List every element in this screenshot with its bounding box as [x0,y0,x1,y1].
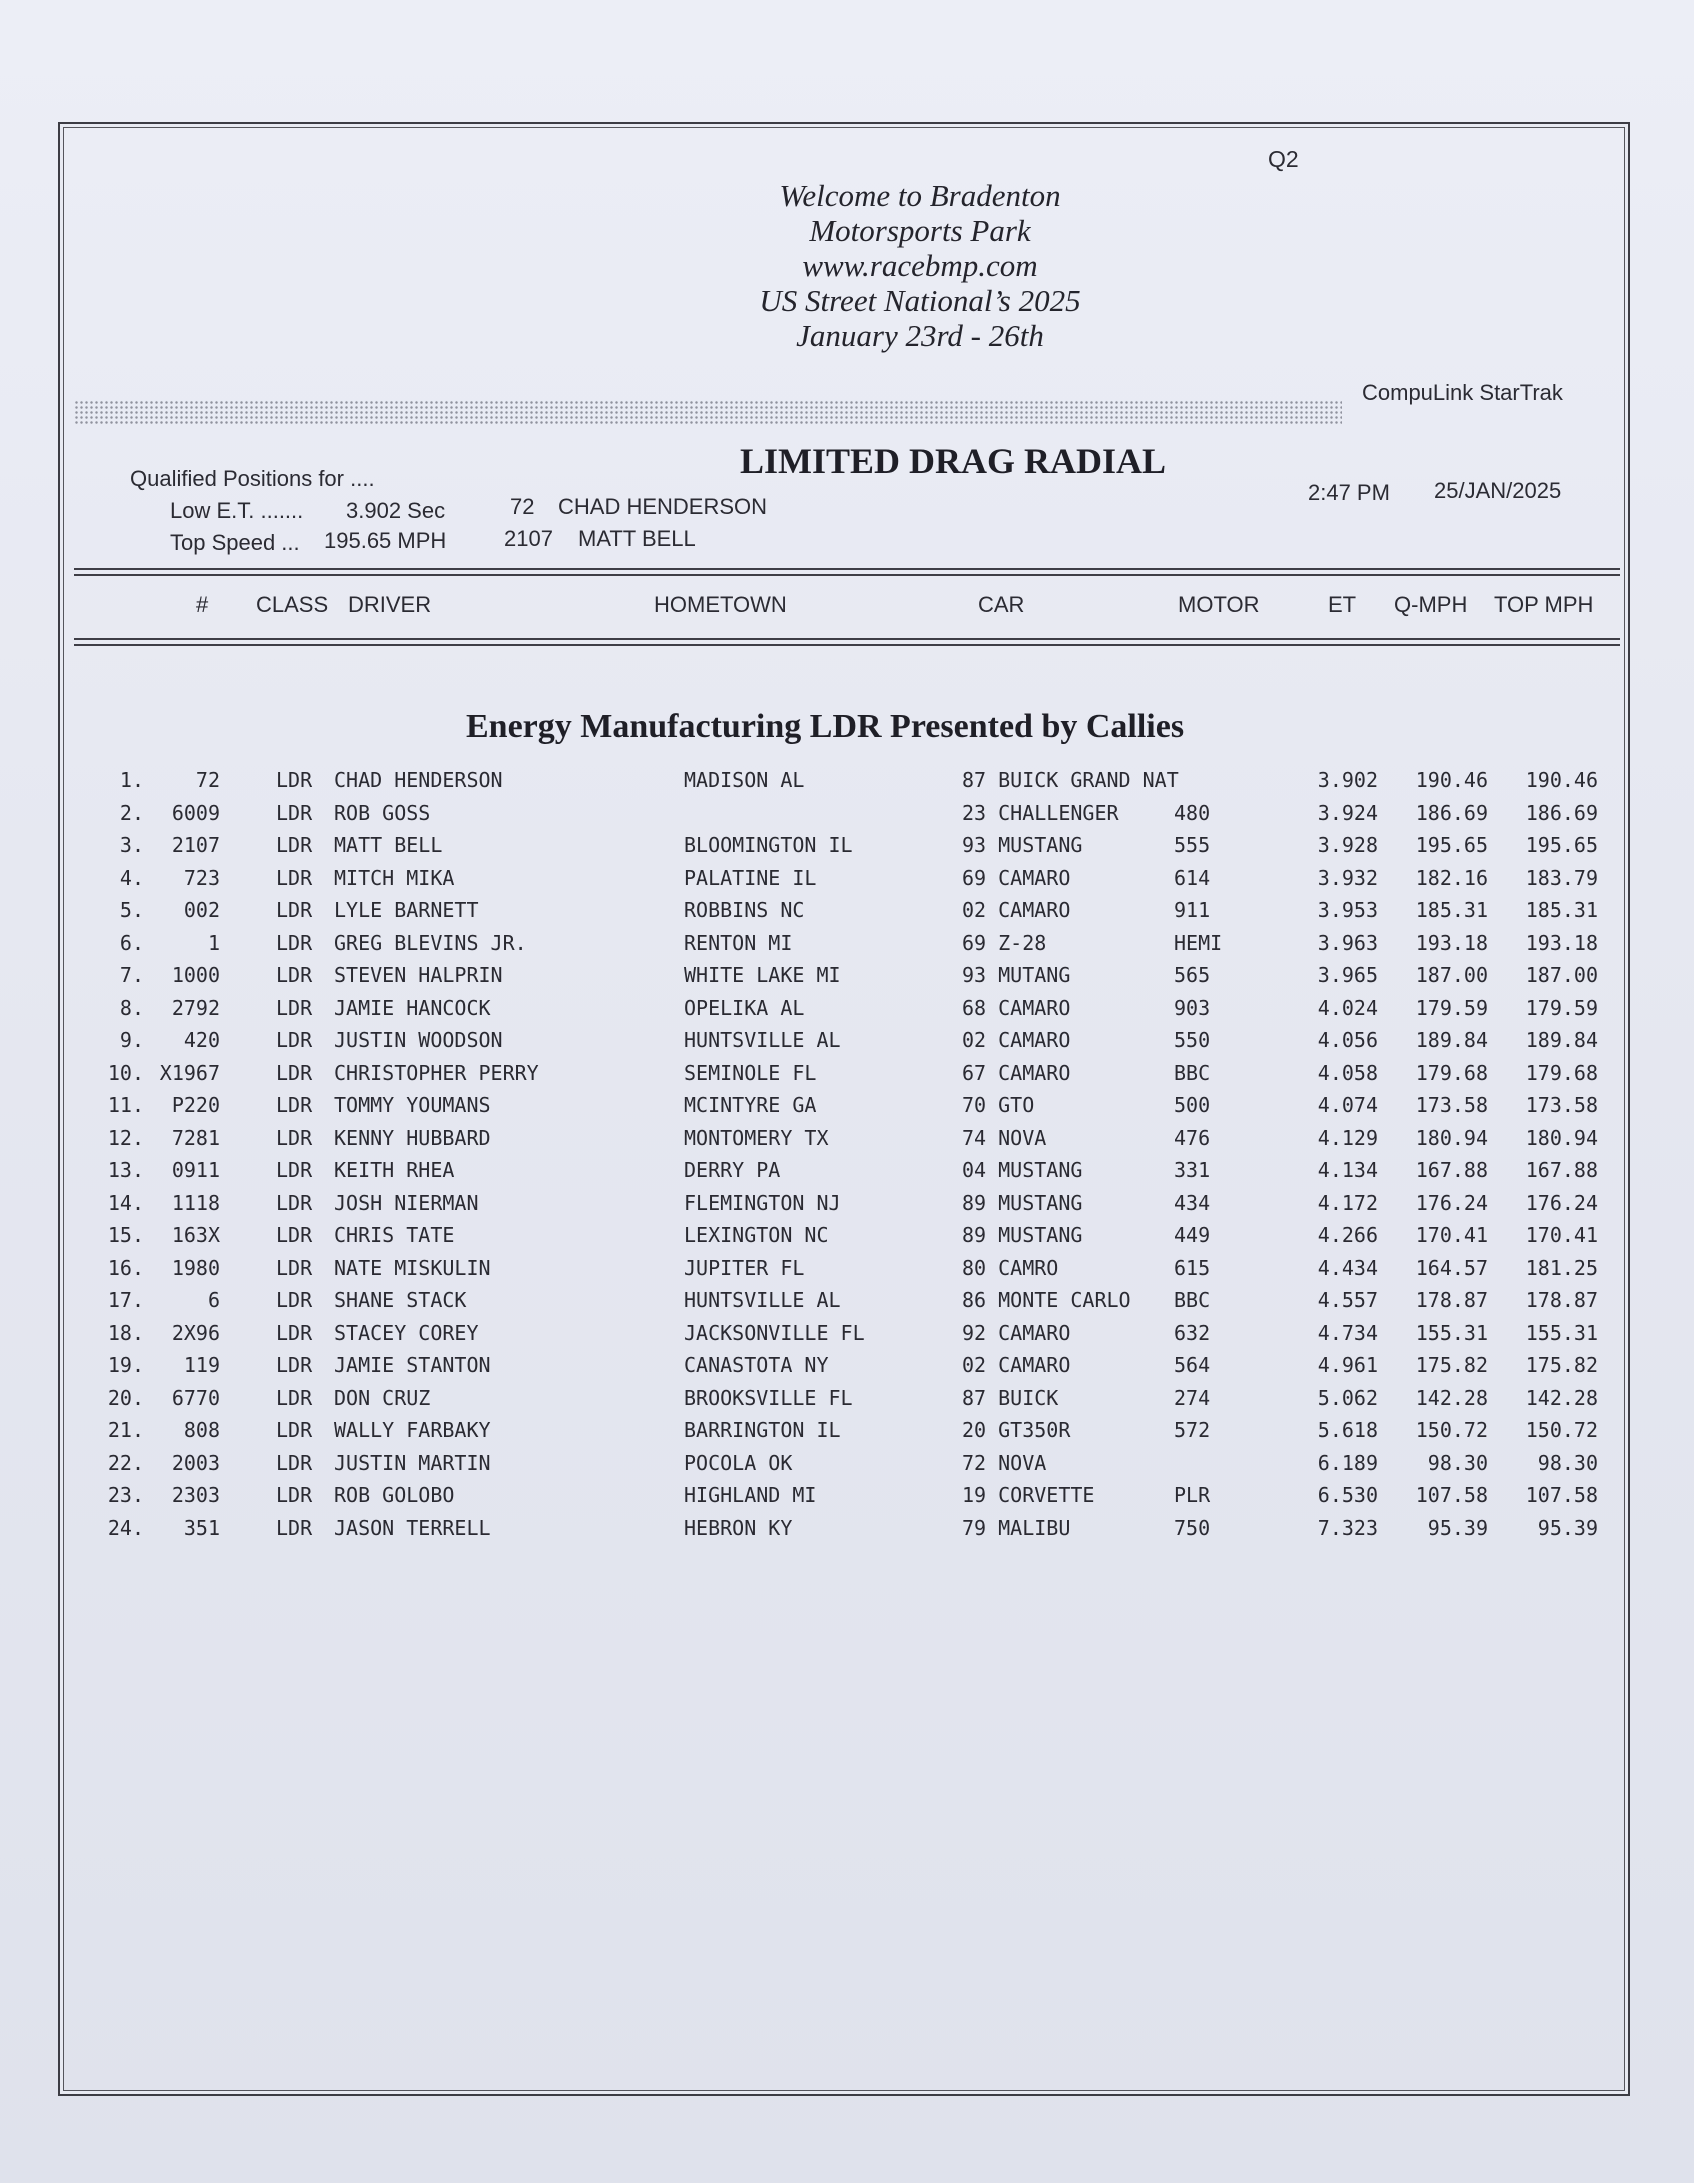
table-row [0,1061,1694,1094]
col-header-motor: MOTOR [1178,592,1260,617]
cell-motor: 500 [1174,1093,1211,1117]
table-row [0,963,1694,996]
cell-et: 3.928 [1317,833,1378,857]
cell-et: 4.058 [1317,1060,1378,1085]
cell-position: 4. [119,865,144,890]
cell-top-mph: 189.84 [1525,1028,1598,1052]
cell-position: 18. [107,1320,144,1345]
cell-class: LDR [276,963,313,987]
cell-hometown: MONTOMERY TX [684,1125,829,1150]
table-row [0,898,1694,931]
cell-class: LDR [276,1515,313,1540]
low-et-driver: CHAD HENDERSON [558,494,768,519]
cell-hometown: JUPITER FL [684,1255,805,1280]
cell-motor: 274 [1174,1385,1211,1410]
cell-car: 69 Z-28 [962,930,1047,955]
cell-position: 13. [107,1158,144,1182]
cell-car: 02 CAMARO [962,1028,1071,1052]
cell-class: LDR [276,1093,313,1117]
table-row [0,1451,1694,1484]
table-row [0,1483,1694,1516]
cell-car-number: 0911 [171,1158,220,1182]
welcome-line: January 23rd - 26th [796,318,1044,353]
cell-class: LDR [276,1028,313,1052]
cell-class: LDR [276,1320,313,1345]
cell-q-mph: 167.88 [1415,1158,1488,1182]
cell-top-mph: 107.58 [1525,1483,1598,1507]
cell-et: 4.024 [1317,995,1378,1020]
table-row [0,1093,1694,1126]
cell-hometown: SEMINOLE FL [684,1060,817,1085]
cell-car-number: 72 [195,768,220,792]
cell-q-mph: 189.84 [1415,1028,1488,1052]
cell-q-mph: 98.30 [1427,1450,1488,1475]
cell-q-mph: 107.58 [1415,1483,1488,1507]
cell-hometown: BROOKSVILLE FL [684,1385,853,1410]
cell-position: 12. [107,1125,144,1150]
table-row [0,768,1694,801]
cell-q-mph: 95.39 [1427,1515,1488,1540]
cell-class: LDR [276,1385,313,1410]
cell-driver: WALLY FARBAKY [334,1418,491,1442]
cell-car-number: 2107 [171,833,220,857]
cell-motor: 480 [1174,800,1211,825]
cell-position: 17. [107,1288,144,1312]
cell-car: 89 MUSTANG [962,1223,1083,1247]
cell-car: 67 CAMARO [962,1060,1071,1085]
cell-driver: NATE MISKULIN [334,1255,491,1280]
cell-top-mph: 195.65 [1525,833,1598,857]
col-header-et: ET [1328,592,1357,617]
cell-class: LDR [276,1125,313,1150]
cell-class: LDR [276,1223,313,1247]
cell-motor: 434 [1174,1190,1211,1215]
cell-top-mph: 142.28 [1525,1385,1598,1410]
col-header-hometown: HOMETOWN [654,592,787,617]
cell-et: 4.074 [1317,1093,1378,1117]
cell-driver: JUSTIN MARTIN [334,1450,491,1475]
cell-car-number: 1980 [171,1255,220,1280]
cell-car-number: 002 [183,898,220,922]
table-row [0,1288,1694,1321]
header-rule [74,568,1620,570]
cell-top-mph: 173.58 [1525,1093,1598,1117]
cell-motor: BBC [1174,1060,1211,1085]
cell-q-mph: 186.69 [1415,800,1488,825]
cell-motor: 550 [1174,1028,1211,1052]
cell-car: 72 NOVA [962,1450,1047,1475]
cell-driver: DON CRUZ [334,1385,431,1410]
cell-top-mph: 190.46 [1525,768,1598,792]
table-row [0,1191,1694,1224]
cell-et: 7.323 [1317,1515,1378,1540]
cell-et: 4.134 [1317,1158,1378,1182]
col-header-driver: DRIVER [348,592,432,617]
cell-driver: KENNY HUBBARD [334,1125,491,1150]
cell-class: LDR [276,1353,313,1377]
cell-et: 4.056 [1317,1028,1378,1052]
table-row [0,1256,1694,1289]
cell-q-mph: 190.46 [1415,768,1488,792]
cell-hometown: MCINTYRE GA [684,1093,817,1117]
cell-driver: KEITH RHEA [334,1158,455,1182]
cell-q-mph: 195.65 [1415,833,1488,857]
cell-car: 70 GTO [962,1093,1035,1117]
cell-top-mph: 167.88 [1525,1158,1598,1182]
cell-car: 20 GT350R [962,1418,1071,1442]
cell-motor: 911 [1174,898,1211,922]
cell-top-mph: 170.41 [1525,1223,1598,1247]
cell-class: LDR [276,1255,313,1280]
cell-hometown: DERRY PA [684,1158,781,1182]
cell-car-number: 351 [183,1515,220,1540]
cell-motor: 750 [1174,1515,1211,1540]
col-header-car: CAR [978,592,1025,617]
welcome-line: Motorsports Park [809,213,1031,248]
cell-car-number: 2792 [171,995,220,1020]
table-row [0,931,1694,964]
cell-top-mph: 179.68 [1525,1060,1598,1085]
qualified-label: Qualified Positions for .... [130,466,375,491]
cell-position: 21. [107,1418,144,1442]
cell-hometown: HUNTSVILLE AL [684,1028,841,1052]
header-rule [74,574,1620,576]
cell-driver: STACEY COREY [334,1320,479,1345]
cell-top-mph: 179.59 [1525,995,1598,1020]
cell-driver: CHAD HENDERSON [334,768,503,792]
cell-et: 4.266 [1317,1223,1378,1247]
cell-top-mph: 193.18 [1525,930,1598,955]
cell-car: 89 MUSTANG [962,1190,1083,1215]
cell-class: LDR [276,930,313,955]
dotted-divider [74,400,1342,424]
cell-class: LDR [276,1190,313,1215]
top-speed-driver: MATT BELL [578,526,696,551]
cell-top-mph: 150.72 [1525,1418,1598,1442]
table-row [0,1353,1694,1386]
cell-car: 86 MONTE CARLO [962,1288,1131,1312]
cell-et: 5.062 [1317,1385,1378,1410]
cell-car-number: 6 [207,1288,220,1312]
cell-q-mph: 179.68 [1415,1060,1488,1085]
table-row [0,1126,1694,1159]
cell-car-number: 2003 [171,1450,220,1475]
cell-top-mph: 95.39 [1537,1515,1598,1540]
cell-car-number: 723 [183,865,220,890]
cell-class: LDR [276,1418,313,1442]
header-rule [74,638,1620,640]
table-row [0,996,1694,1029]
cell-hometown: BARRINGTON IL [684,1418,841,1442]
cell-hometown: ROBBINS NC [684,898,805,922]
low-et-car-number: 72 [510,494,535,519]
cell-hometown: BLOOMINGTON IL [684,833,853,857]
cell-motor: 632 [1174,1320,1211,1345]
cell-position: 1. [119,768,144,792]
cell-car: 74 NOVA [962,1125,1047,1150]
table-row [0,1158,1694,1191]
table-row [0,833,1694,866]
cell-motor: 903 [1174,995,1211,1020]
cell-hometown: PALATINE IL [684,865,817,890]
table-row [0,1223,1694,1256]
cell-driver: MITCH MIKA [334,865,455,890]
cell-position: 5. [119,898,144,922]
cell-top-mph: 178.87 [1525,1288,1598,1312]
cell-class: LDR [276,1158,313,1182]
cell-position: 11. [107,1093,144,1117]
cell-position: 19. [107,1353,144,1377]
col-header-class: CLASS [256,592,329,617]
cell-et: 4.434 [1317,1255,1378,1280]
qualifying-round-label: Q2 [1268,146,1299,172]
cell-q-mph: 187.00 [1415,963,1488,987]
cell-class: LDR [276,1288,313,1312]
cell-motor: HEMI [1174,930,1223,955]
cell-et: 4.734 [1317,1320,1378,1345]
cell-q-mph: 193.18 [1415,930,1488,955]
cell-top-mph: 176.24 [1525,1190,1598,1215]
cell-hometown: LEXINGTON NC [684,1223,829,1247]
cell-position: 24. [107,1515,144,1540]
cell-driver: LYLE BARNETT [334,898,479,922]
welcome-block [560,178,1280,353]
cell-car: 19 CORVETTE [962,1483,1095,1507]
cell-top-mph: 187.00 [1525,963,1598,987]
cell-class: LDR [276,1483,313,1507]
cell-car-number: 7281 [171,1125,220,1150]
cell-top-mph: 185.31 [1525,898,1598,922]
cell-car-number: 6009 [171,800,220,825]
cell-q-mph: 173.58 [1415,1093,1488,1117]
cell-motor: 572 [1174,1418,1211,1442]
top-speed-value: 195.65 MPH [324,528,447,553]
cell-car: 87 BUICK GRAND NAT [962,768,1179,792]
cell-hometown: POCOLA OK [684,1450,793,1475]
cell-car: 02 CAMARO [962,1353,1071,1377]
cell-et: 4.129 [1317,1125,1378,1150]
cell-motor: 565 [1174,963,1211,987]
cell-et: 4.172 [1317,1190,1378,1215]
cell-driver: JAMIE STANTON [334,1353,491,1377]
cell-hometown: RENTON MI [684,930,793,955]
cell-position: 23. [107,1483,144,1507]
cell-top-mph: 98.30 [1537,1450,1598,1475]
cell-top-mph: 181.25 [1525,1255,1598,1280]
results-table [0,768,1694,1548]
cell-q-mph: 150.72 [1415,1418,1488,1442]
cell-hometown: MADISON AL [684,768,805,792]
cell-top-mph: 183.79 [1525,865,1598,890]
cell-car: 04 MUSTANG [962,1158,1083,1182]
cell-top-mph: 180.94 [1525,1125,1598,1150]
cell-et: 3.924 [1317,800,1378,825]
cell-q-mph: 176.24 [1415,1190,1488,1215]
cell-class: LDR [276,1060,313,1085]
cell-car-number: 119 [183,1353,220,1377]
cell-q-mph: 180.94 [1415,1125,1488,1150]
col-header-top-mph: TOP MPH [1494,592,1594,617]
cell-car: 79 MALIBU [962,1515,1071,1540]
cell-q-mph: 142.28 [1415,1385,1488,1410]
cell-motor: BBC [1174,1288,1211,1312]
cell-car: 92 CAMARO [962,1320,1071,1345]
cell-driver: ROB GOLOBO [334,1483,455,1507]
cell-motor: 476 [1174,1125,1211,1150]
table-row [0,1418,1694,1451]
cell-et: 3.965 [1317,963,1378,987]
cell-position: 14. [107,1190,144,1215]
cell-car-number: X1967 [159,1060,220,1085]
cell-motor: 555 [1174,833,1211,857]
cell-driver: CHRISTOPHER PERRY [334,1060,539,1085]
welcome-line: www.racebmp.com [802,248,1038,283]
cell-car-number: 6770 [171,1385,220,1410]
cell-q-mph: 155.31 [1415,1320,1488,1345]
cell-position: 15. [107,1223,144,1247]
cell-q-mph: 164.57 [1415,1255,1488,1280]
cell-driver: CHRIS TATE [334,1223,455,1247]
welcome-line: US Street National’s 2025 [759,283,1081,318]
cell-et: 6.189 [1317,1450,1378,1475]
cell-car-number: 2303 [171,1483,220,1507]
table-row [0,1028,1694,1061]
report-date: 25/JAN/2025 [1434,478,1562,503]
cell-class: LDR [276,833,313,857]
cell-driver: MATT BELL [334,833,443,857]
cell-motor: 331 [1174,1158,1211,1182]
cell-car: 68 CAMARO [962,995,1071,1020]
cell-driver: STEVEN HALPRIN [334,963,503,987]
cell-driver: JAMIE HANCOCK [334,995,491,1020]
cell-car: 02 CAMARO [962,898,1071,922]
cell-class: LDR [276,768,313,792]
cell-q-mph: 178.87 [1415,1288,1488,1312]
table-row [0,1321,1694,1354]
cell-hometown: CANASTOTA NY [684,1353,829,1377]
cell-car-number: 2X96 [171,1320,220,1345]
cell-class: LDR [276,1450,313,1475]
cell-driver: TOMMY YOUMANS [334,1093,491,1117]
cell-car: 23 CHALLENGER [962,800,1119,825]
low-et-value: 3.902 Sec [346,498,446,523]
cell-q-mph: 175.82 [1415,1353,1488,1377]
low-et-label: Low E.T. ....... [170,498,304,523]
col-header-qmph: Q-MPH [1394,592,1468,617]
cell-hometown: WHITE LAKE MI [684,963,841,987]
report-time: 2:47 PM [1308,480,1390,505]
cell-top-mph: 186.69 [1525,800,1598,825]
table-row [0,801,1694,834]
cell-car-number: P220 [171,1093,220,1117]
event-title: Energy Manufacturing LDR Presented by Callies [466,708,1185,745]
cell-driver: GREG BLEVINS JR. [334,930,527,955]
cell-driver: JUSTIN WOODSON [334,1028,503,1052]
cell-car-number: 1 [207,930,220,955]
header-rule [74,644,1620,646]
cell-car-number: 163X [171,1223,220,1247]
top-speed-label: Top Speed ... [170,530,300,555]
cell-position: 3. [119,833,144,857]
cell-position: 22. [107,1450,144,1475]
cell-hometown: HIGHLAND MI [684,1483,817,1507]
cell-position: 10. [107,1060,144,1085]
cell-motor: 615 [1174,1255,1211,1280]
cell-car: 69 CAMARO [962,865,1071,890]
cell-motor: 564 [1174,1353,1211,1377]
cell-hometown: JACKSONVILLE FL [684,1320,865,1345]
cell-q-mph: 179.59 [1415,995,1488,1020]
cell-position: 16. [107,1255,144,1280]
cell-et: 3.932 [1317,865,1378,890]
cell-driver: ROB GOSS [334,800,431,825]
cell-position: 8. [119,995,144,1020]
cell-car-number: 1000 [171,963,220,987]
cell-motor: PLR [1174,1483,1211,1507]
cell-hometown: OPELIKA AL [684,995,805,1020]
class-title: LIMITED DRAG RADIAL [740,441,1167,481]
table-row [0,1386,1694,1419]
cell-et: 5.618 [1317,1418,1378,1442]
cell-et: 3.963 [1317,930,1378,955]
col-header-number: # [196,592,209,617]
cell-driver: SHANE STACK [334,1288,467,1312]
cell-class: LDR [276,898,313,922]
welcome-line: Welcome to Bradenton [779,178,1061,213]
cell-position: 2. [119,800,144,825]
cell-hometown: FLEMINGTON NJ [684,1190,841,1215]
cell-top-mph: 155.31 [1525,1320,1598,1345]
cell-et: 4.557 [1317,1288,1378,1312]
cell-driver: JASON TERRELL [334,1515,491,1540]
cell-top-mph: 175.82 [1525,1353,1598,1377]
cell-car: 93 MUTANG [962,963,1071,987]
cell-driver: JOSH NIERMAN [334,1190,479,1215]
table-row [0,1516,1694,1549]
table-row [0,866,1694,899]
top-speed-car-number: 2107 [504,526,553,551]
cell-q-mph: 182.16 [1415,865,1488,890]
cell-car-number: 420 [183,1028,220,1052]
cell-class: LDR [276,865,313,890]
cell-car: 93 MUSTANG [962,833,1083,857]
cell-class: LDR [276,995,313,1020]
cell-hometown: HUNTSVILLE AL [684,1288,841,1312]
cell-car-number: 1118 [171,1190,220,1215]
cell-position: 7. [119,963,144,987]
cell-et: 3.953 [1317,898,1378,922]
cell-car: 80 CAMRO [962,1255,1059,1280]
cell-q-mph: 170.41 [1415,1223,1488,1247]
cell-motor: 614 [1174,865,1211,890]
cell-position: 6. [119,930,144,955]
timing-system-label: CompuLink StarTrak [1362,380,1563,405]
cell-hometown: HEBRON KY [684,1515,793,1540]
cell-et: 4.961 [1317,1353,1378,1377]
cell-position: 9. [119,1028,144,1052]
cell-et: 3.902 [1317,768,1378,792]
cell-motor: 449 [1174,1223,1211,1247]
cell-q-mph: 185.31 [1415,898,1488,922]
cell-car-number: 808 [183,1418,220,1442]
cell-car: 87 BUICK [962,1385,1059,1410]
cell-et: 6.530 [1317,1483,1378,1507]
cell-class: LDR [276,800,313,825]
cell-position: 20. [107,1385,144,1410]
